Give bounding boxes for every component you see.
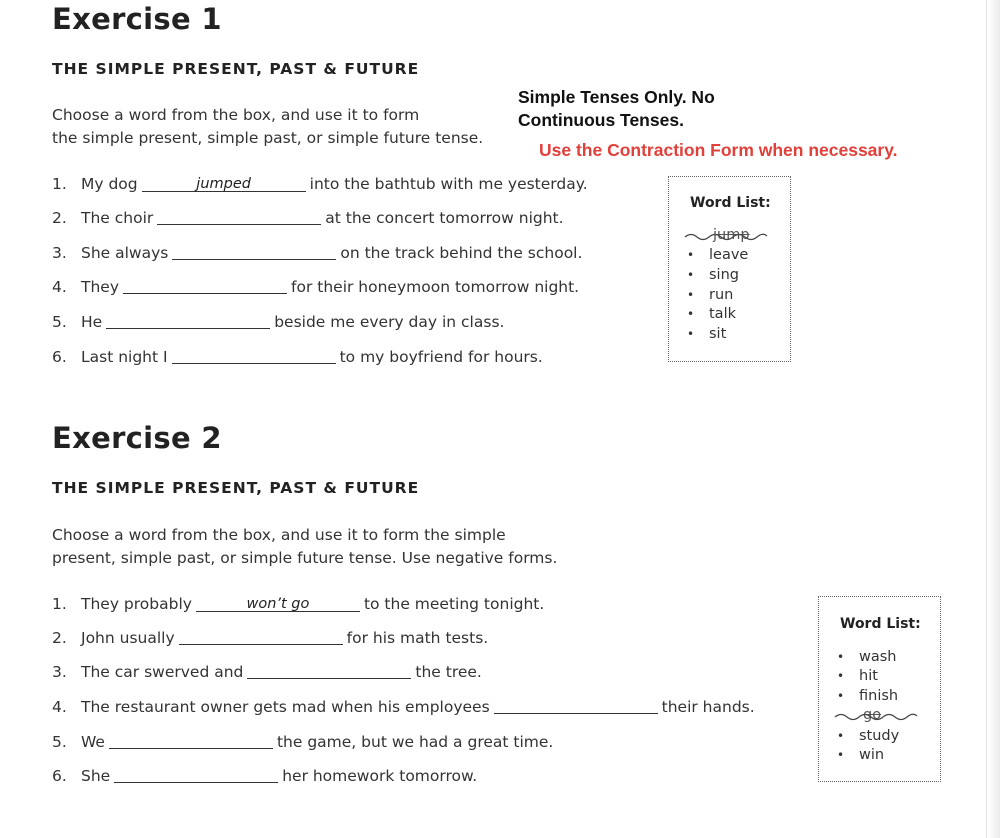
crossout-squiggle (683, 231, 769, 241)
tense-note-line: Continuous Tenses. (518, 110, 684, 130)
instruction-line: the simple present, simple past, or simple future tense. (52, 129, 484, 147)
exercise-2-subtitle: THE SIMPLE PRESENT, PAST & FUTURE (52, 479, 420, 497)
answer-blank[interactable] (494, 697, 658, 714)
tense-note-line: Simple Tenses Only. No (518, 87, 715, 107)
bullet-icon: • (687, 327, 695, 341)
answer-blank[interactable] (172, 243, 336, 260)
word-list-item: • study (837, 728, 900, 744)
bullet-icon: • (837, 689, 845, 703)
word-list-item: • hit (837, 668, 878, 684)
exercise-1-item: 2. The choir at the concert tomorrow night. (52, 209, 564, 227)
instruction-line: Choose a word from the box, and use it to form the simple (52, 526, 506, 544)
crossed-word: jump (713, 227, 750, 243)
exercise-1-item: 1. My dog jumped into the bathtub with me yesterday. (52, 175, 588, 193)
tense-note (518, 86, 715, 132)
answer-text: won’t go (246, 596, 310, 612)
word-list-box-1 (668, 176, 791, 362)
answer-blank[interactable] (114, 766, 278, 783)
exercise-1-item: 6. Last night I to my boyfriend for hours. (52, 348, 543, 366)
exercise-2-item: 1. They probably won’t go to the meeting tonight. (52, 595, 545, 613)
bullet-icon: • (837, 729, 845, 743)
word-list-item: • finish (837, 688, 899, 704)
bullet-icon: • (687, 307, 695, 321)
exercise-1-title: Exercise 1 (52, 2, 222, 36)
word-list-item: • wash (837, 649, 897, 665)
answer-blank[interactable] (123, 277, 287, 294)
word-list-item: • leave (687, 247, 749, 263)
answer-text: jumped (196, 176, 251, 192)
word-list-title: Word List: (840, 616, 921, 632)
answer-blank[interactable] (106, 312, 270, 329)
exercise-2-item: 3. The car swerved and the tree. (52, 663, 482, 681)
answer-blank[interactable] (109, 732, 273, 749)
bullet-icon: • (687, 288, 695, 302)
word-list-item: • run (687, 287, 734, 303)
instruction-line: present, simple past, or simple future tense. Use negative forms. (52, 549, 558, 567)
word-list-item: • win (837, 747, 885, 763)
exercise-2-instructions (52, 524, 557, 570)
exercise-2-item: 5. We the game, but we had a great time. (52, 733, 554, 751)
word-list-item: • talk (687, 306, 736, 322)
word-list-box-2 (818, 596, 941, 782)
exercise-2-title: Exercise 2 (52, 421, 222, 455)
word-list-item: • sing (687, 267, 739, 283)
exercise-2-item: 2. John usually for his math tests. (52, 629, 489, 647)
bullet-icon: • (687, 268, 695, 282)
answer-blank[interactable] (179, 628, 343, 645)
answer-blank[interactable] (172, 347, 336, 364)
exercise-1-item: 3. She always on the track behind the school. (52, 244, 583, 262)
crossout-squiggle (833, 711, 919, 721)
bullet-icon: • (837, 748, 845, 762)
answer-blank[interactable] (157, 208, 321, 225)
answer-blank[interactable] (196, 595, 360, 612)
crossed-word: go (863, 707, 882, 723)
exercise-2-item: 4. The restaurant owner gets mad when his employees their hands. (52, 698, 755, 716)
bullet-icon: • (837, 650, 845, 664)
answer-blank[interactable] (247, 662, 411, 679)
answer-blank[interactable] (142, 175, 306, 192)
exercise-1-item: 4. They for their honeymoon tomorrow night. (52, 278, 580, 296)
exercise-1-instructions (52, 104, 483, 150)
page-edge (986, 0, 1000, 838)
word-list-item: • sit (687, 326, 727, 342)
bullet-icon: • (687, 248, 695, 262)
exercise-2-item: 6. She her homework tomorrow. (52, 767, 478, 785)
exercise-1-subtitle: THE SIMPLE PRESENT, PAST & FUTURE (52, 60, 420, 78)
bullet-icon: • (837, 669, 845, 683)
contraction-note: Use the Contraction Form when necessary. (539, 140, 898, 160)
word-list-title: Word List: (690, 195, 771, 211)
exercise-1-item: 5. He beside me every day in class. (52, 313, 505, 331)
instruction-line: Choose a word from the box, and use it to form (52, 106, 420, 124)
